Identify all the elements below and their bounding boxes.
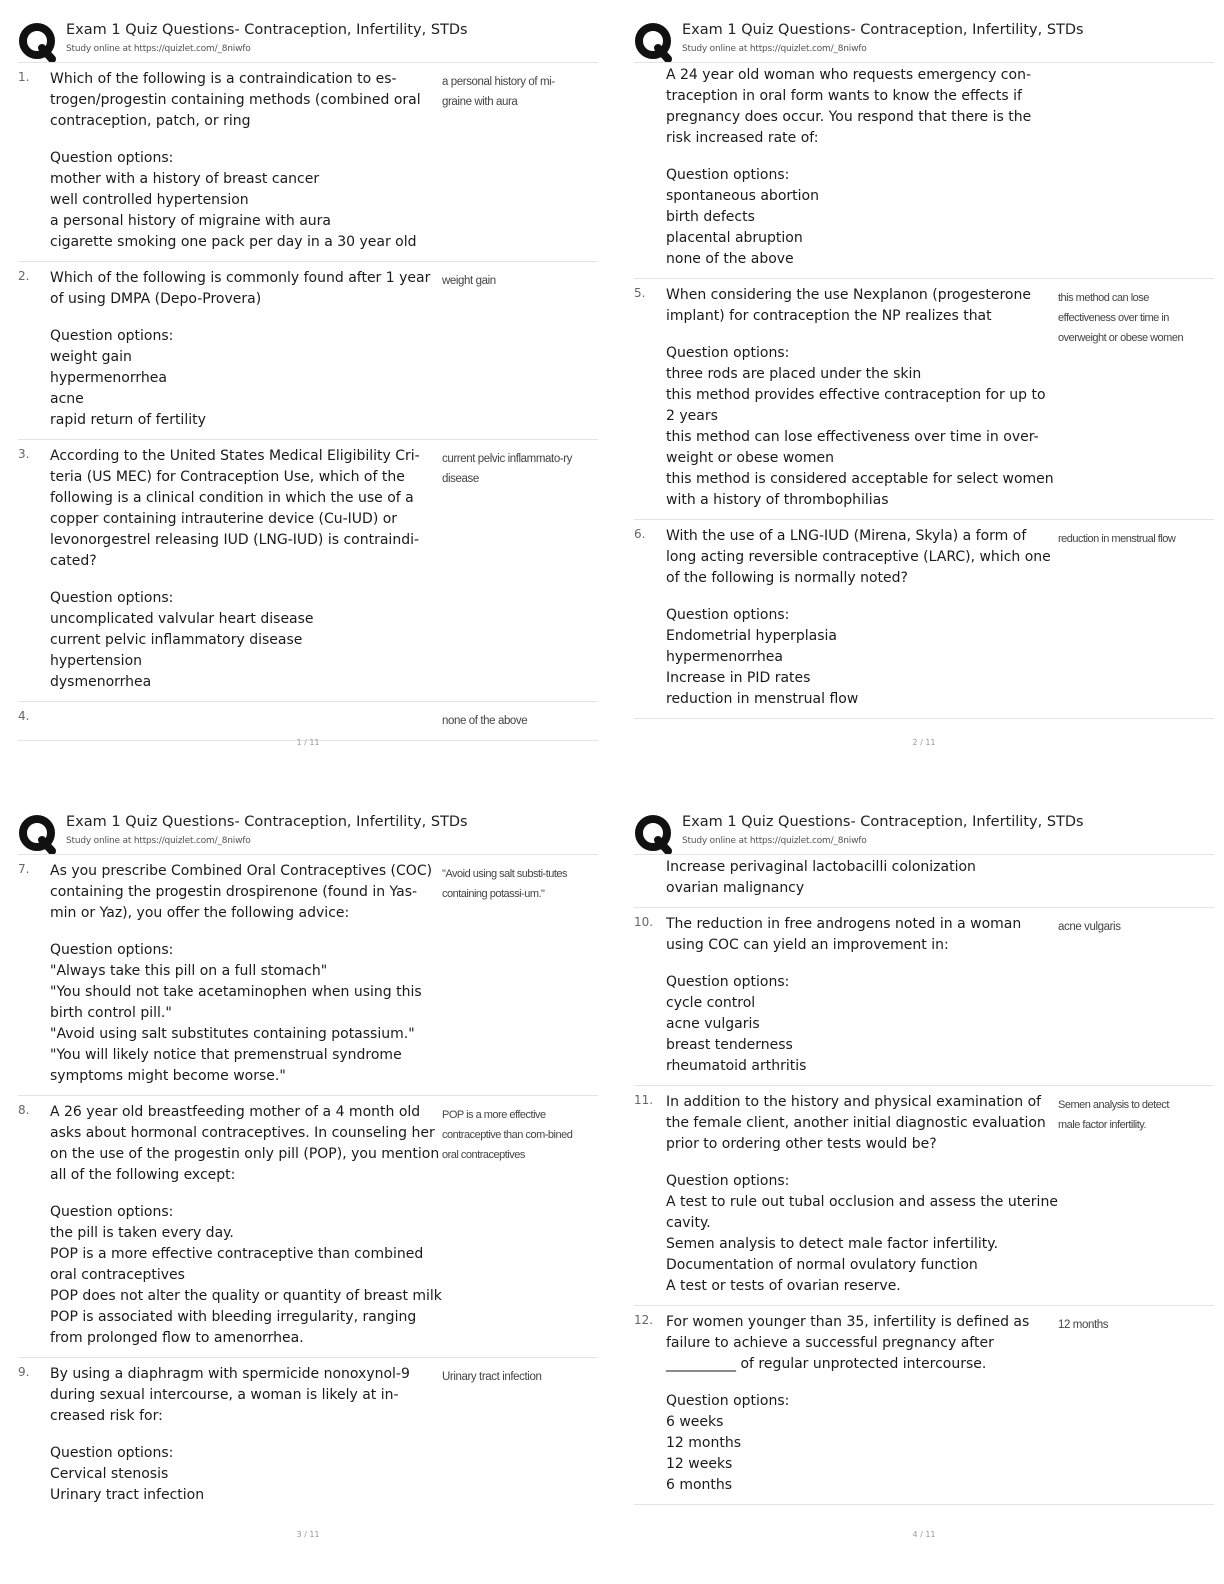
quizlet-logo-icon <box>18 814 58 854</box>
option: none of the above <box>666 251 794 267</box>
option: dysmenorrhea <box>50 674 152 690</box>
option: ovarian malignancy <box>666 880 805 896</box>
option: rapid return of fertility <box>50 412 206 428</box>
question-number: 7. <box>18 862 30 876</box>
option: Documentation of normal ovulatory function <box>666 1257 978 1273</box>
option: acne <box>50 391 84 407</box>
question-10 <box>634 908 1214 1086</box>
page-footer: 4 / 11 <box>912 1530 936 1539</box>
options-label: Question options: <box>50 150 174 166</box>
question-12 <box>634 1306 1214 1505</box>
option: "Avoid using salt substitutes containing potassium." <box>50 1026 415 1042</box>
option: 12 months <box>666 1435 741 1451</box>
question-11 <box>634 1086 1214 1306</box>
answer-text: current pelvic inflammato-ry disease <box>442 453 573 485</box>
option: this method can lose effectiveness over time in over-weight or obese women <box>666 429 1039 466</box>
document-title: Exam 1 Quiz Questions- Contraception, Infertility, STDs <box>682 814 1084 830</box>
page-footer: 3 / 11 <box>296 1530 320 1539</box>
study-link[interactable]: Study online at https://quizlet.com/_8niwfo <box>66 44 251 54</box>
page-2 <box>634 20 1214 790</box>
question-4 <box>18 702 598 741</box>
document-title: Exam 1 Quiz Questions- Contraception, Infertility, STDs <box>66 22 468 38</box>
question-9-continued <box>634 855 1214 908</box>
option: hypertension <box>50 653 143 669</box>
question-text: As you prescribe Combined Oral Contraceptives (COC) containing the progestin drospirenone (found in Yas-min or Yaz), you offer the following advice: <box>50 863 433 921</box>
question-text: The reduction in free androgens noted in a woman using COC can yield an improvement in: <box>666 916 1022 953</box>
question-text: In addition to the history and physical examination of the female client, another initial diagnostic evaluation prior to ordering other tests would be? <box>666 1094 1046 1152</box>
page-header <box>634 20 1214 62</box>
question-number: 9. <box>18 1365 30 1379</box>
option: "You should not take acetaminophen when using this birth control pill." <box>50 984 422 1021</box>
question-3 <box>18 440 598 702</box>
options-label: Question options: <box>666 1393 790 1409</box>
question-text: By using a diaphragm with spermicide nonoxynol-9 during sexual intercourse, a woman is likely at in-creased risk for: <box>50 1366 410 1424</box>
option: the pill is taken every day. <box>50 1225 234 1241</box>
option: hypermenorrhea <box>50 370 167 386</box>
option: a personal history of migraine with aura <box>50 213 331 229</box>
options-label: Question options: <box>666 974 790 990</box>
answer-text: Semen analysis to detect male factor infertility. <box>1058 1099 1169 1131</box>
option: 6 months <box>666 1477 733 1493</box>
question-2 <box>18 262 598 440</box>
answer-text: this method can lose effectiveness over time in overweight or obese women <box>1058 292 1184 344</box>
option: cigarette smoking one pack per day in a 30 year old <box>50 234 417 250</box>
option: Semen analysis to detect male factor infertility. <box>666 1236 999 1252</box>
question-6 <box>634 520 1214 719</box>
quizlet-logo-icon <box>18 22 58 62</box>
option: Endometrial hyperplasia <box>666 628 838 644</box>
quizlet-logo-icon <box>634 22 674 62</box>
option: breast tenderness <box>666 1037 793 1053</box>
question-7 <box>18 855 598 1096</box>
options-label: Question options: <box>666 607 790 623</box>
page-header <box>18 20 598 62</box>
question-text: A 26 year old breastfeeding mother of a 4 month old asks about hormonal contraceptives. In counseling her on the use of the progestin only pill (POP), you mention all of the following except: <box>50 1104 440 1183</box>
option: well controlled hypertension <box>50 192 249 208</box>
option: POP is a more effective contraceptive than combined oral contraceptives <box>50 1246 424 1283</box>
question-text: According to the United States Medical Eligibility Cri-teria (US MEC) for Contraception Use, which of the following is a clinical condition in which the use of a copper containing intrauterine device (Cu-IUD) or levonorgestrel releasing IUD (LNG-IUD) is contraindi-cated? <box>50 448 420 569</box>
document-title: Exam 1 Quiz Questions- Contraception, Infertility, STDs <box>682 22 1084 38</box>
option: Urinary tract infection <box>50 1487 205 1503</box>
question-number: 1. <box>18 70 30 84</box>
answer-text: reduction in menstrual flow <box>1058 533 1176 545</box>
option: "You will likely notice that premenstrual syndrome symptoms might become worse." <box>50 1047 402 1084</box>
answer-text: POP is a more effective contraceptive than com-bined oral contraceptives <box>442 1109 573 1161</box>
question-4-continued <box>634 63 1214 279</box>
question-number: 12. <box>634 1313 654 1327</box>
study-link[interactable]: Study online at https://quizlet.com/_8niwfo <box>682 44 867 54</box>
page-footer: 1 / 11 <box>296 738 320 747</box>
question-number: 11. <box>634 1093 654 1107</box>
page-header <box>634 812 1214 854</box>
option: uncomplicated valvular heart disease <box>50 611 314 627</box>
question-number: 2. <box>18 269 30 283</box>
question-9 <box>18 1358 598 1514</box>
study-link[interactable]: Study online at https://quizlet.com/_8niwfo <box>682 836 867 846</box>
options-label: Question options: <box>50 1445 174 1461</box>
option: spontaneous abortion <box>666 188 819 204</box>
answer-text: none of the above <box>442 715 528 727</box>
option: reduction in menstrual flow <box>666 691 859 707</box>
option: acne vulgaris <box>666 1016 760 1032</box>
options-label: Question options: <box>50 1204 174 1220</box>
option: 6 weeks <box>666 1414 724 1430</box>
question-text: Which of the following is commonly found after 1 year of using DMPA (Depo-Provera) <box>50 270 431 307</box>
option: Increase in PID rates <box>666 670 811 686</box>
answer-text: weight gain <box>442 275 496 287</box>
page-header <box>18 812 598 854</box>
question-number: 8. <box>18 1103 30 1117</box>
question-text: Which of the following is a contraindication to es-trogen/progestin containing methods (combined oral contraception, patch, or ring <box>50 71 421 129</box>
question-number: 3. <box>18 447 30 461</box>
option: 12 weeks <box>666 1456 733 1472</box>
question-5 <box>634 279 1214 520</box>
page-3 <box>18 812 598 1582</box>
option: POP is associated with bleeding irregularity, ranging from prolonged flow to amenorrhea. <box>50 1309 417 1346</box>
answer-text: Urinary tract infection <box>442 1371 542 1383</box>
option: current pelvic inflammatory disease <box>50 632 303 648</box>
question-number: 10. <box>634 915 654 929</box>
document-title: Exam 1 Quiz Questions- Contraception, Infertility, STDs <box>66 814 468 830</box>
question-8 <box>18 1096 598 1358</box>
option: this method is considered acceptable for select women with a history of thrombophilias <box>666 471 1054 508</box>
options-label: Question options: <box>50 942 174 958</box>
question-text: For women younger than 35, infertility is defined as failure to achieve a successful pregnancy after __________ of regular unprotected intercourse. <box>666 1314 1030 1372</box>
question-number: 6. <box>634 527 646 541</box>
option: Cervical stenosis <box>50 1466 169 1482</box>
option: this method provides effective contraception for up to 2 years <box>666 387 1046 424</box>
options-label: Question options: <box>666 345 790 361</box>
answer-text: acne vulgaris <box>1058 921 1121 933</box>
options-label: Question options: <box>666 167 790 183</box>
option: mother with a history of breast cancer <box>50 171 320 187</box>
answer-text: 12 months <box>1058 1319 1109 1331</box>
quizlet-logo-icon <box>634 814 674 854</box>
question-1 <box>18 63 598 262</box>
question-text: With the use of a LNG-IUD (Mirena, Skyla) a form of long acting reversible contraceptive (LARC), which one of the following is normally noted? <box>666 528 1051 586</box>
answer-text: "Avoid using salt substi-tutes containing potassi-um." <box>442 868 568 900</box>
option: A test to rule out tubal occlusion and assess the uterine cavity. <box>666 1194 1058 1231</box>
question-number: 4. <box>18 709 30 723</box>
option: "Always take this pill on a full stomach" <box>50 963 328 979</box>
page-4 <box>634 812 1214 1582</box>
option: POP does not alter the quality or quantity of breast milk <box>50 1288 442 1304</box>
page-footer: 2 / 11 <box>912 738 936 747</box>
option: birth defects <box>666 209 755 225</box>
option: hypermenorrhea <box>666 649 783 665</box>
answer-text: a personal history of mi-graine with aura <box>442 76 555 108</box>
options-label: Question options: <box>666 1173 790 1189</box>
question-text: A 24 year old woman who requests emergency con-traception in oral form wants to know the effects if pregnancy does occur. You respond that there is the risk increased rate of: <box>666 67 1032 146</box>
option: cycle control <box>666 995 756 1011</box>
option: Increase perivaginal lactobacilli colonization <box>666 859 976 875</box>
question-text: When considering the use Nexplanon (progesterone implant) for contraception the NP realizes that <box>666 287 1031 324</box>
option: placental abruption <box>666 230 803 246</box>
option: rheumatoid arthritis <box>666 1058 807 1074</box>
question-number: 5. <box>634 286 646 300</box>
option: three rods are placed under the skin <box>666 366 922 382</box>
study-link[interactable]: Study online at https://quizlet.com/_8niwfo <box>66 836 251 846</box>
page-1 <box>18 20 598 790</box>
option: A test or tests of ovarian reserve. <box>666 1278 901 1294</box>
options-label: Question options: <box>50 328 174 344</box>
options-label: Question options: <box>50 590 174 606</box>
option: weight gain <box>50 349 132 365</box>
